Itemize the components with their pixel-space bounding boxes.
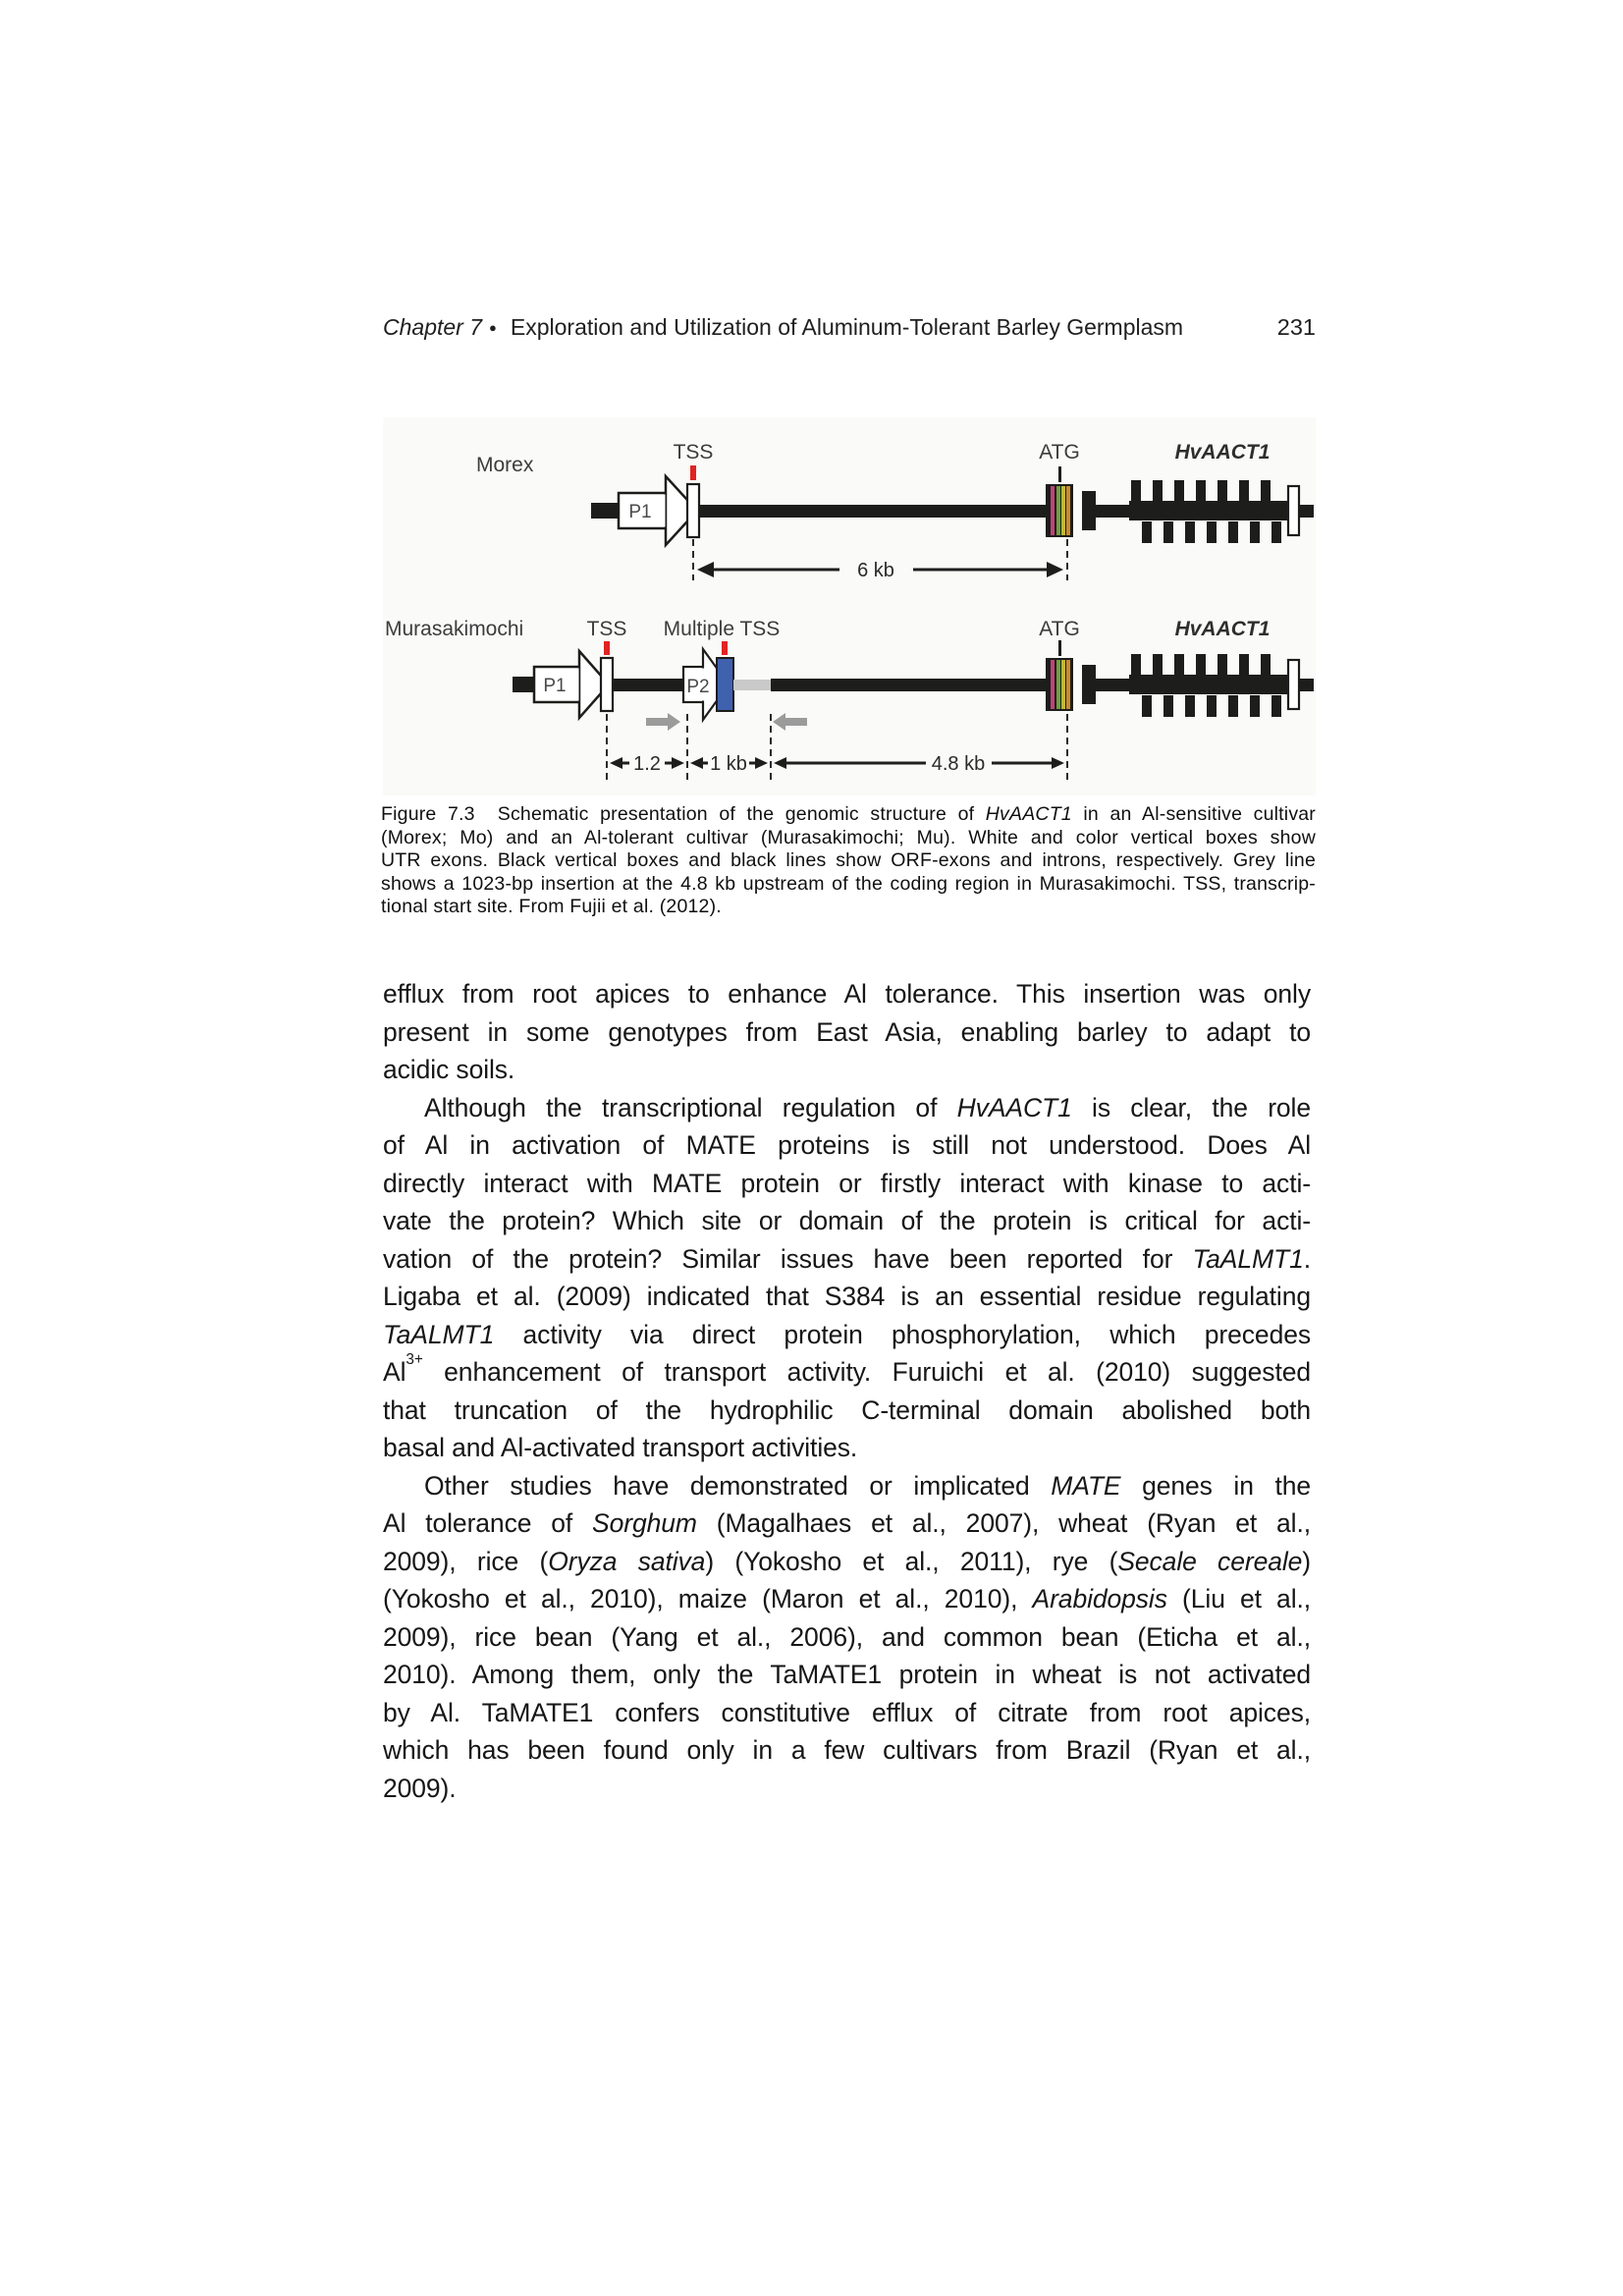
distance-6kb-label: 6 kb	[857, 560, 894, 581]
promoter-p1-arrow	[619, 476, 697, 545]
page-number: 231	[1276, 314, 1316, 340]
body-text	[383, 975, 1311, 1807]
morex-row	[476, 441, 1314, 581]
text-line: Al tolerance of Sorghum (Magalhaes et al., 2007), wheat (Ryan et al.,	[383, 1508, 1311, 1538]
bullet-separator: ●	[489, 320, 497, 335]
tss-red-tick	[690, 465, 696, 480]
intron-line	[1096, 679, 1129, 691]
p2-label: P2	[686, 677, 710, 697]
intron-line	[613, 679, 687, 691]
exon-comb	[1129, 480, 1288, 543]
text-line: vation of the protein? Similar issues have been reported for TaALMT1.	[383, 1243, 1311, 1274]
text-line: 2010). Among them, only the TaMATE1 protein in wheat is not activated	[383, 1660, 1311, 1689]
atg-color-exon-box	[1046, 466, 1073, 537]
utr-exon-blue	[717, 658, 733, 711]
utr-exon-white-3prime	[1288, 486, 1299, 535]
upstream-stub	[513, 677, 534, 692]
exon-comb	[1129, 654, 1288, 717]
text-line: Ligaba et al. (2009) indicated that S384 is an essential residue regulating	[383, 1282, 1311, 1311]
cultivar-label-morex: Morex	[476, 454, 534, 476]
gene-structure-diagram	[383, 417, 1316, 795]
tss-red-tick	[604, 641, 610, 655]
p1-label: P1	[543, 676, 567, 696]
text-line: shows a 1023-bp insertion at the 4.8 kb upstream of the coding region in Murasakimochi. TSS, transcrip-	[381, 872, 1316, 895]
text-line: Figure 7.3 Schematic presentation of the genomic structure of HvAACT1 in an Al-sensitive cultivar	[381, 803, 1317, 825]
multiple-tss-label: Multiple TSS	[663, 618, 781, 640]
promoter-p1-arrow	[534, 651, 609, 718]
figure-7-3	[383, 417, 1316, 795]
text-line: acidic soils.	[383, 1055, 515, 1084]
distance-1-2-label: 1.2	[633, 753, 661, 775]
intron-line	[1096, 505, 1129, 518]
chapter-title: Exploration and Utilization of Aluminum-Tolerant Barley Germplasm	[510, 314, 1184, 340]
text-line: vate the protein? Which site or domain of the protein is critical for acti-	[383, 1206, 1311, 1235]
tss-label: TSS	[673, 441, 714, 464]
text-line: (Yokosho et al., 2010), maize (Maron et al., 2010), Arabidopsis (Liu et al.,	[383, 1584, 1312, 1613]
downstream-stub	[1299, 679, 1314, 691]
text-line: $Al^{3+}$ enhancement of transport activity. Furuichi et al. (2010) suggested	[383, 1351, 1311, 1387]
text-line: by Al. TaMATE1 confers constitutive efflux of citrate from root apices,	[383, 1697, 1311, 1727]
cultivar-label-murasakimochi: Murasakimochi	[385, 618, 524, 640]
gene-name-label: HvAACT1	[1174, 618, 1271, 640]
atg-label: ATG	[1039, 618, 1080, 640]
atg-color-exon-box	[1046, 640, 1073, 711]
insertion-grey-line	[733, 680, 771, 690]
text-line: UTR exons. Black vertical boxes and black lines show ORF-exons and introns, respectively. Grey line	[381, 849, 1316, 871]
text-line: 2009), rice (Oryza sativa) (Yokosho et al., 2011), rye (Secale cereale)	[383, 1546, 1312, 1576]
text-line: Although the transcriptional regulation of HvAACT1 is clear, the role	[424, 1092, 1311, 1122]
text-line: (Morex; Mo) and an Al-tolerant cultivar (Murasakimochi; Mu). White and color vertical boxes show	[381, 826, 1316, 848]
measurement-6kb	[693, 539, 1067, 581]
reverse-primer-arrow	[773, 713, 807, 731]
downstream-stub	[1299, 505, 1314, 518]
utr-exon-white	[601, 658, 613, 711]
tss-label: TSS	[586, 618, 627, 640]
text-line: Other studies have demonstrated or implicated MATE genes in the	[424, 1470, 1311, 1501]
multiple-tss-red-tick	[722, 641, 728, 655]
intron-line	[771, 679, 1046, 691]
text-line: tional start site. From Fujii et al. (2012).	[381, 896, 722, 917]
text-line: 2009).	[383, 1773, 457, 1803]
text-line: efflux from root apices to enhance Al tolerance. This insertion was only	[383, 979, 1311, 1009]
forward-primer-arrow	[646, 713, 680, 731]
text-line: TaALMT1 activity via direct protein phosphorylation, which precedes	[383, 1319, 1311, 1349]
distance-4-8kb-label: 4.8 kb	[931, 753, 986, 775]
text-line: 2009), rice bean (Yang et al., 2006), and common bean (Eticha et al.,	[383, 1621, 1311, 1652]
intron-line	[699, 505, 1046, 518]
utr-exon-white	[687, 484, 699, 537]
text-line: present in some genotypes from East Asia, enabling barley to adapt to	[383, 1016, 1311, 1047]
text-line: of Al in activation of MATE proteins is still not understood. Does Al	[383, 1130, 1311, 1160]
atg-label: ATG	[1039, 441, 1080, 464]
distance-1kb-label: 1 kb	[710, 753, 747, 775]
orf-exon-box	[1082, 491, 1096, 530]
chapter-label: Chapter 7	[383, 314, 483, 340]
text-line: which has been found only in a few cultivars from Brazil (Ryan et al.,	[383, 1735, 1311, 1765]
text-line: basal and Al-activated transport activities.	[383, 1433, 858, 1462]
orf-exon-box	[1082, 665, 1096, 704]
murasakimochi-row	[385, 618, 1314, 781]
text-line: that truncation of the hydrophilic C-terminal domain abolished both	[383, 1394, 1311, 1425]
utr-exon-white-3prime	[1288, 660, 1299, 709]
gene-name-label: HvAACT1	[1174, 441, 1271, 464]
running-header	[383, 314, 1316, 341]
upstream-stub	[591, 503, 619, 519]
figure-caption	[381, 803, 1316, 919]
text-line: directly interact with MATE protein or firstly interact with kinase to acti-	[383, 1168, 1311, 1198]
p1-label: P1	[628, 502, 652, 522]
